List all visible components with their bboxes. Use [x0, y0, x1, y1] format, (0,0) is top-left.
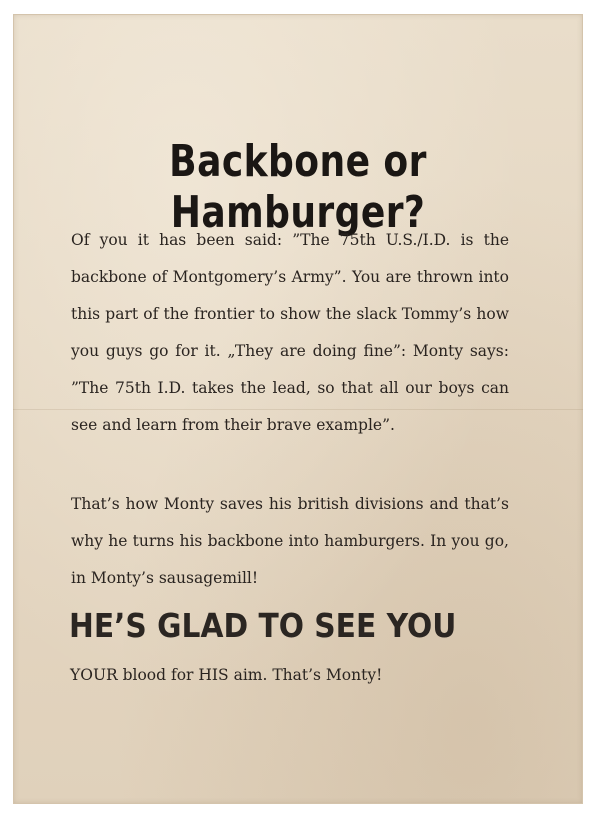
headline: Backbone or Hamburger? [169, 136, 427, 238]
shout-line: HE’S GLAD TO SEE YOU [69, 606, 457, 645]
leaflet-page [13, 14, 583, 804]
closing-line: YOUR blood for HIS aim. That’s Monty! [70, 666, 383, 684]
paragraph-1: Of you it has been said: ”The 75th U.S./I.D. is the backbone of Montgomery’s Army”. You are thrown into this part of the frontier to show the slack Tommy’s how you guys go for it. „They are doing fine”: Monty says: ”The 75th I.D. takes the lead, so that all our boys can see and learn from their brave example”. [71, 231, 509, 434]
paragraph-2: That’s how Monty saves his british divisions and that’s why he turns his backbone into hamburgers. In you go, in Monty’s sausagemill! [71, 495, 509, 587]
